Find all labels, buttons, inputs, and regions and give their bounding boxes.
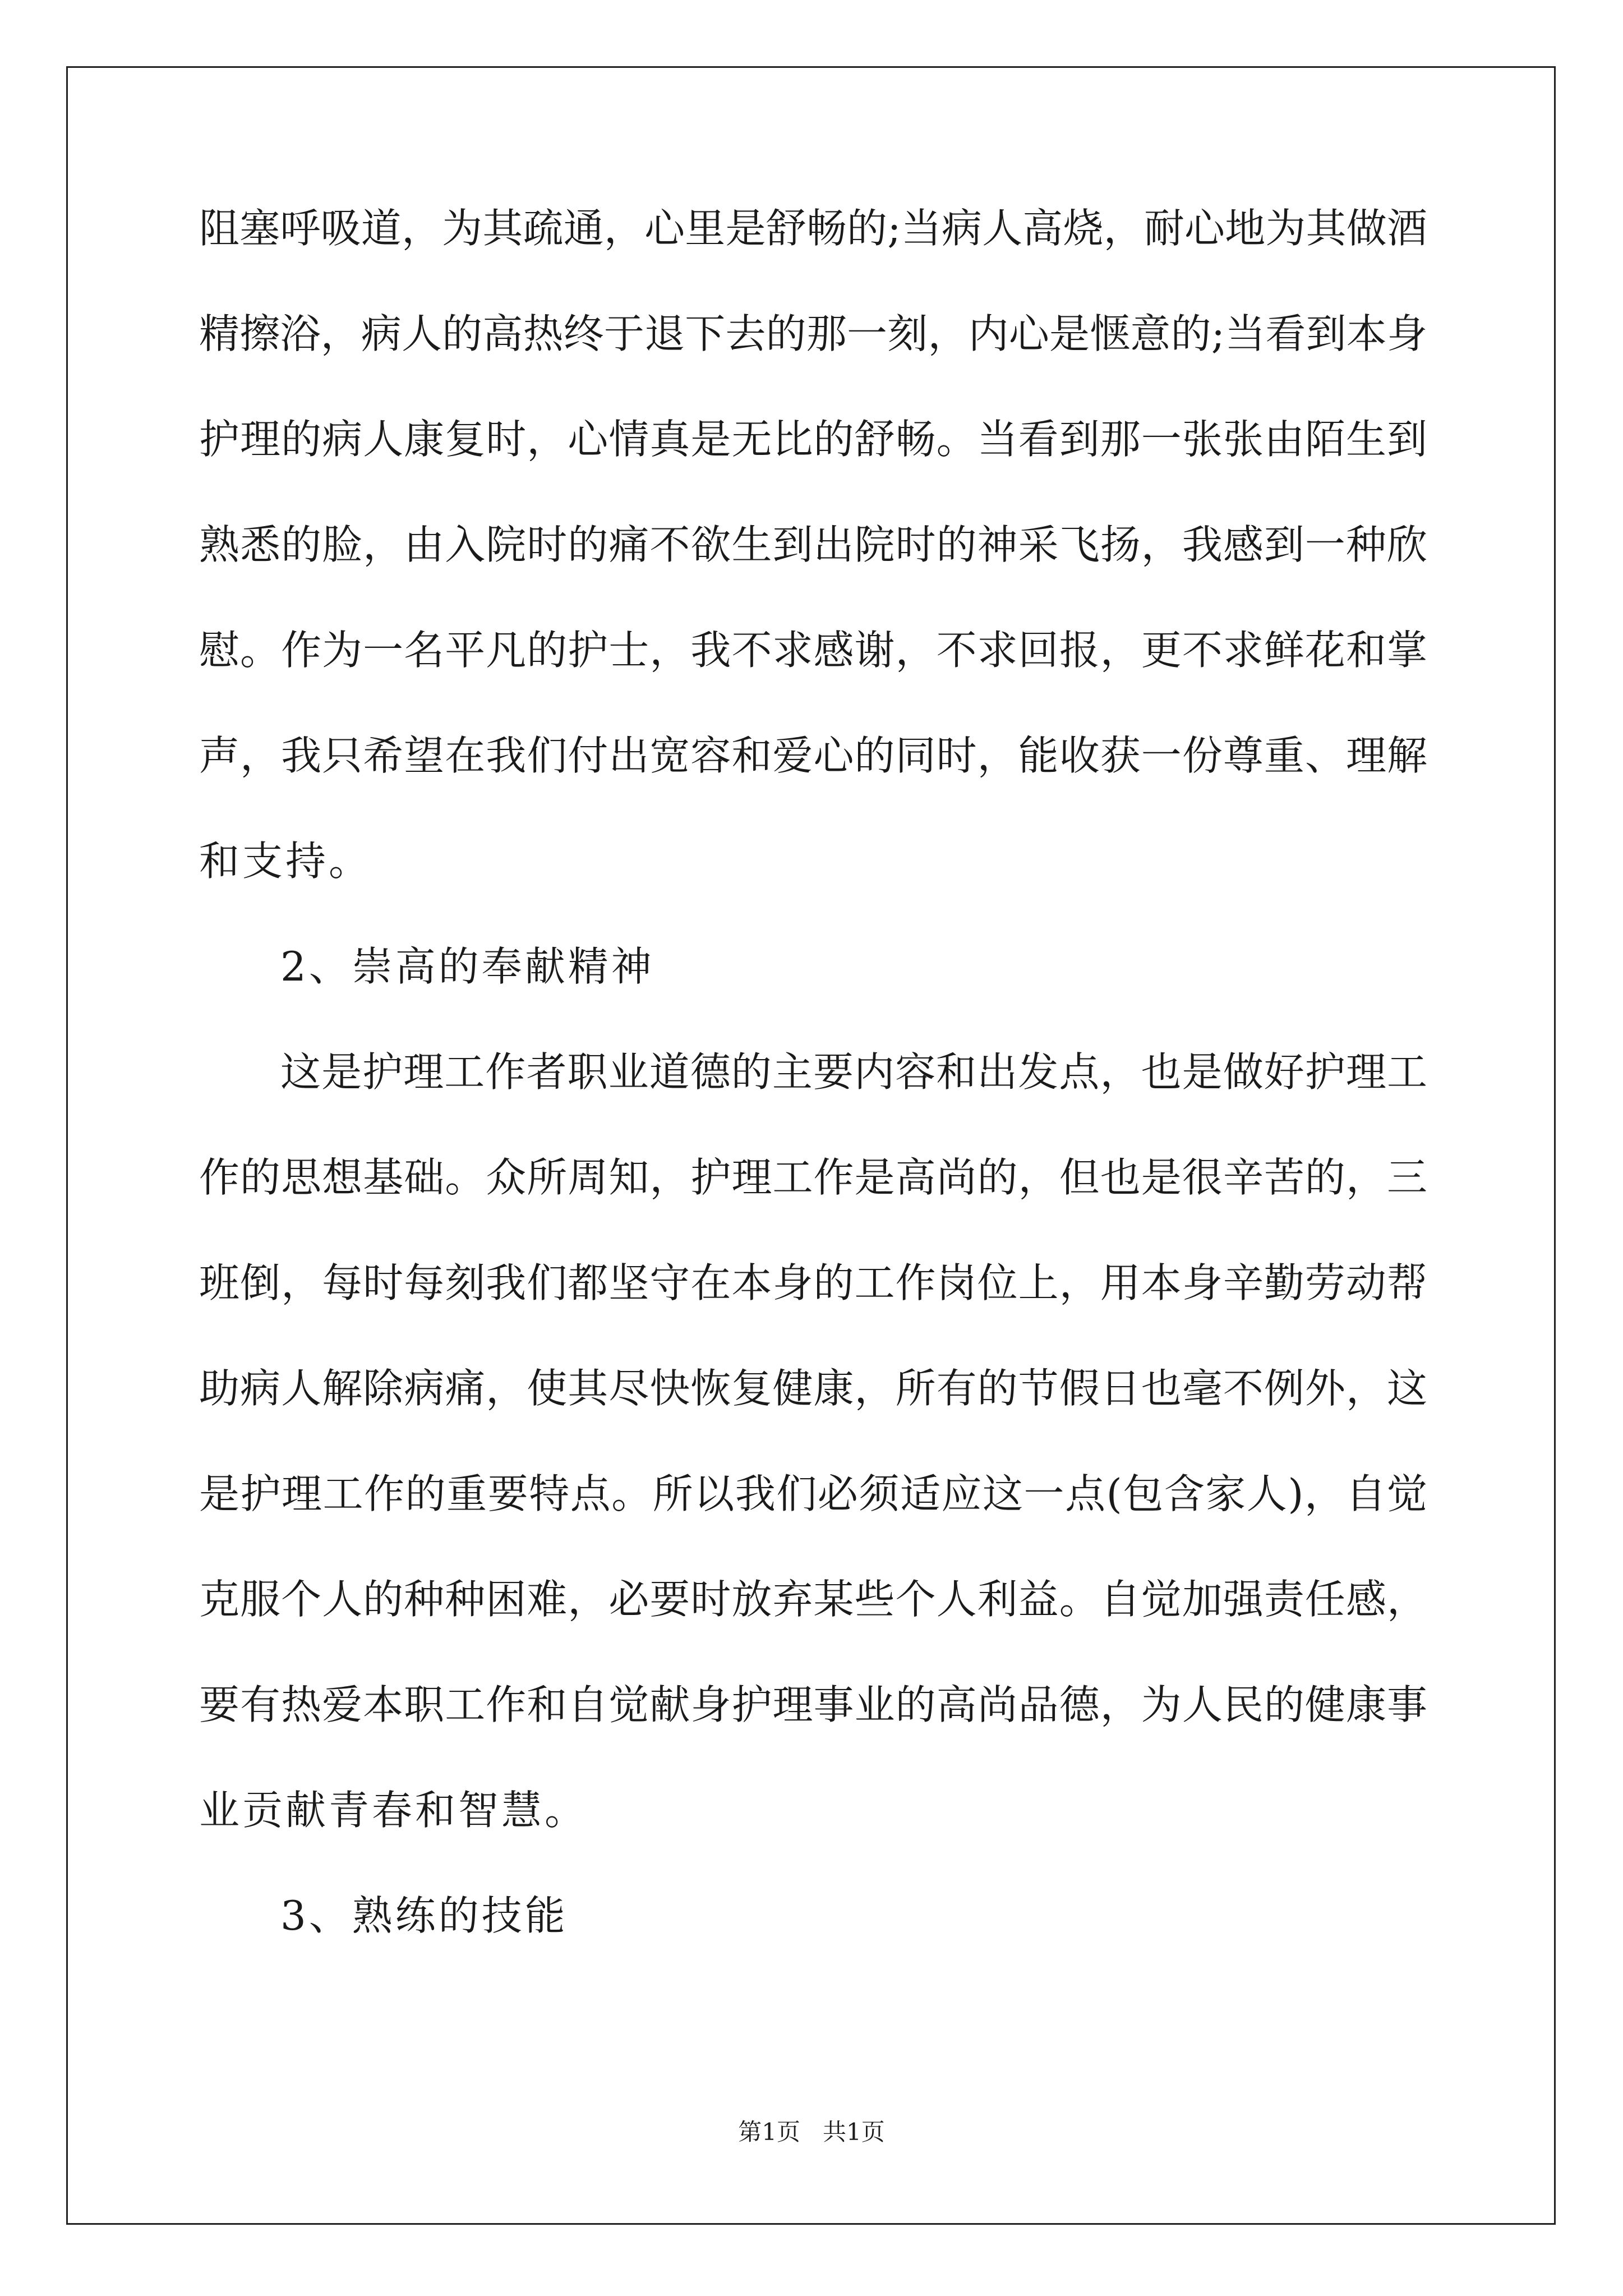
text-line: 声，我只希望在我们付出宽容和爱心的同时，能收获一份尊重、理解	[199, 732, 1427, 779]
paragraph-end-line: 和支持。	[199, 838, 372, 885]
text-line: 助病人解除病痛，使其尽快恢复健康，所有的节假日也毫不例外，这	[199, 1365, 1427, 1412]
text-line: 护理的病人康复时，心情真是无比的舒畅。当看到那一张张由陌生到	[199, 416, 1427, 463]
text-line: 作的思想基础。众所周知，护理工作是高尚的，但也是很辛苦的，三	[199, 1154, 1427, 1201]
page-footer: 第1页 共1页	[738, 2118, 885, 2146]
text-line: 要有热爱本职工作和自觉献身护理事业的高尚品德，为人民的健康事	[199, 1681, 1427, 1728]
text-line: 慰。作为一名平凡的护士，我不求感谢，不求回报，更不求鲜花和掌	[199, 627, 1427, 674]
text-line: 克服个人的种种困难，必要时放弃某些个人利益。自觉加强责任感，	[199, 1576, 1427, 1623]
text-line: 熟悉的脸，由入院时的痛不欲生到出院时的神采飞扬，我感到一种欣	[199, 521, 1427, 568]
text-line: 班倒，每时每刻我们都坚守在本身的工作岗位上，用本身辛勤劳动帮	[199, 1259, 1427, 1306]
text-line: 阻塞呼吸道，为其疏通，心里是舒畅的;当病人高烧，耐心地为其做酒	[199, 205, 1427, 252]
text-line: 是护理工作的重要特点。所以我们必须适应这一点(包含家人)，自觉	[199, 1470, 1427, 1517]
text-line: 这是护理工作者职业道德的主要内容和出发点，也是做好护理工	[280, 1048, 1427, 1096]
text-line: 精擦浴，病人的高热终于退下去的那一刻，内心是惬意的;当看到本身	[199, 310, 1427, 357]
paragraph-end-line: 业贡献青春和智慧。	[199, 1787, 588, 1834]
section-heading: 2、崇高的奉献精神	[280, 943, 654, 990]
section-heading: 3、熟练的技能	[280, 1892, 568, 1939]
